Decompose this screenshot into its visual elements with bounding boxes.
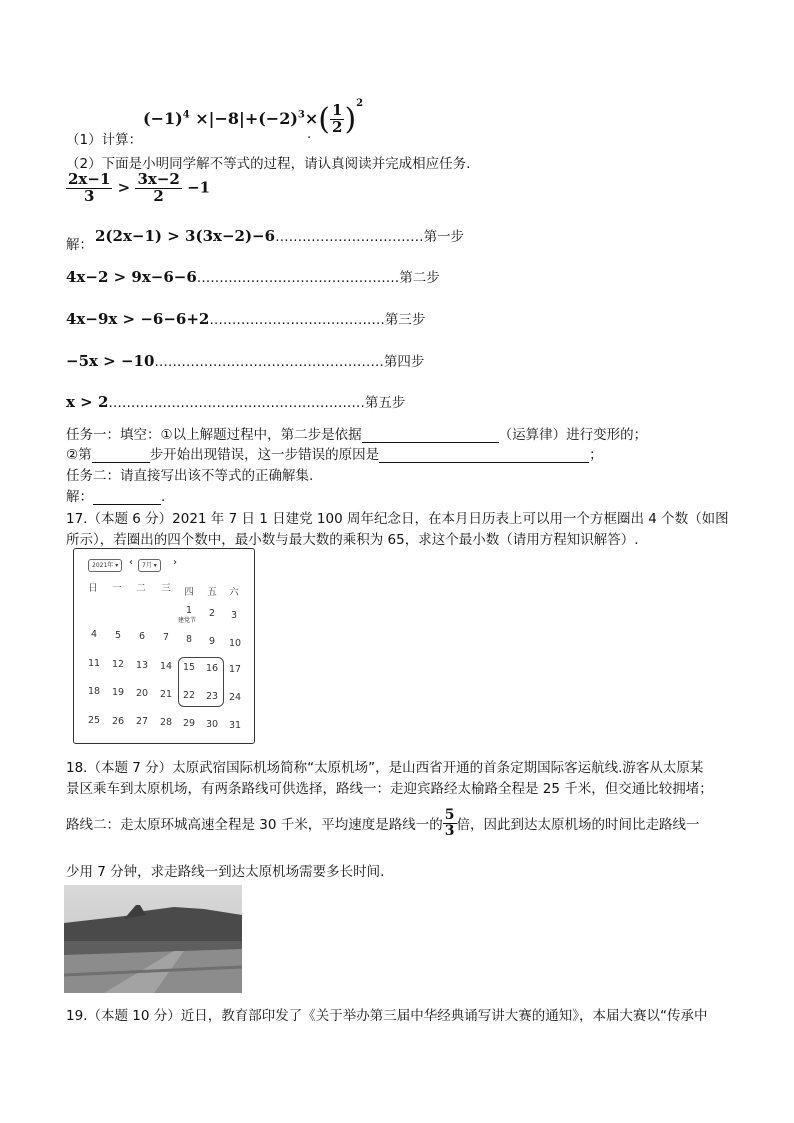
calendar-day[interactable]: 13	[135, 660, 149, 671]
weekday: 日	[88, 583, 98, 594]
calendar-day[interactable]: 19	[111, 687, 125, 698]
calendar-day[interactable]: 15	[182, 662, 196, 673]
calendar-day[interactable]: 11	[87, 658, 101, 669]
calendar-day-note: 建党节	[178, 617, 197, 624]
step-5: x > 2…………………………………………………第五步	[66, 393, 406, 411]
calendar	[73, 548, 255, 744]
step-2: 4x−2 > 9x−6−6………………………………………第二步	[66, 268, 440, 286]
calendar-day[interactable]: 7	[162, 632, 170, 643]
weekday: 一	[112, 583, 122, 594]
task2: 任务二：请直接写出该不等式的正确解集.	[66, 468, 314, 484]
q18-line1: 18.（本题 7 分）太原武宿国际机场简称“太原机场”，是山西省开通的首条定期国际客运航线.游客从太原某	[66, 760, 704, 776]
calendar-day[interactable]: 24	[228, 692, 242, 703]
weekday: 三	[161, 583, 171, 594]
calendar-day[interactable]: 5	[114, 630, 122, 641]
part1-expression: $(-1)^4 \times|-8|+(-2)^3\times$( $\frac{1}{2}$ )$^2$	[143, 98, 364, 137]
task1-line2: ②第 步开始出现错误，这一步错误的原因是 ；	[66, 447, 603, 463]
blank-solution-set[interactable]	[93, 490, 161, 505]
calendar-day[interactable]: 29	[182, 718, 196, 729]
step-1: 2(2x−1) > 3(3x−2)−6……………………………第一步	[95, 227, 465, 245]
weekday: 六	[229, 587, 239, 598]
calendar-day[interactable]: 14	[159, 661, 173, 672]
part1-label: （1）计算：	[66, 132, 143, 148]
calendar-day[interactable]: 10	[228, 638, 242, 649]
calendar-day[interactable]: 8	[185, 634, 193, 645]
prev-month-icon[interactable]: ‹	[129, 557, 133, 568]
calendar-day[interactable]: 21	[159, 689, 173, 700]
month-select[interactable]: 7月 ▾	[138, 559, 161, 572]
calendar-day[interactable]: 4	[90, 629, 98, 640]
blank-step-number[interactable]	[92, 448, 150, 463]
q18-line3: 路线二：走太原环城高速全程是 30 千米，平均速度是路线一的 $\frac{5}{3}$ 倍，因此到达太原机场的时间比走路线一	[66, 807, 700, 839]
inequality-statement: $\frac{2x-1}{3}$ > $\frac{3x-2}{2}$ −1	[68, 170, 211, 205]
calendar-day[interactable]: 9	[208, 636, 216, 647]
selection-box	[178, 657, 224, 707]
calendar-day[interactable]: 3	[230, 610, 238, 621]
calendar-day[interactable]: 30	[205, 719, 219, 730]
q17-line2: 所示），若圈出的四个数中，最小数与最大数的乘积为 65，求这个最小数（请用方程知识解答）.	[66, 532, 639, 548]
calendar-day[interactable]: 27	[135, 716, 149, 727]
calendar-day[interactable]: 18	[87, 686, 101, 697]
calendar-day[interactable]: 17	[228, 664, 242, 675]
calendar-day[interactable]: 25	[87, 715, 101, 726]
year-select[interactable]: 2021年 ▾	[88, 559, 122, 572]
calendar-day[interactable]: 2	[208, 608, 216, 619]
q18-line4: 少用 7 分钟，求走路线一到达太原机场需要多长时间.	[66, 864, 385, 880]
part2-intro: （2）下面是小明同学解不等式的过程，请认真阅读并完成相应任务.	[66, 156, 471, 172]
weekday: 二	[136, 583, 146, 594]
next-month-icon[interactable]: ›	[173, 557, 177, 568]
answer-line: 解： .	[66, 489, 166, 505]
calendar-day[interactable]: 12	[111, 659, 125, 670]
calendar-day[interactable]: 22	[182, 690, 196, 701]
q19-line1: 19.（本题 10 分）近日，教育部印发了《关于举办第三届中华经典诵写讲大赛的通知》，本届大赛以“传承中	[66, 1008, 708, 1024]
solve-label: 解：	[66, 237, 93, 253]
step-3: 4x−9x > −6−6+2…………………………………第三步	[66, 310, 426, 328]
weekday: 五	[207, 587, 217, 598]
blank-error-reason[interactable]	[379, 448, 589, 463]
calendar-day[interactable]: 6	[138, 631, 146, 642]
task1-line1: 任务一：填空：①以上解题过程中，第二步是依据 （运算律）进行变形的；	[66, 427, 648, 443]
weekday: 四	[184, 587, 194, 598]
calendar-day[interactable]: 28	[159, 717, 173, 728]
blank-operation-law[interactable]	[362, 428, 499, 443]
airport-photo	[64, 885, 242, 993]
calendar-day[interactable]: 31	[228, 720, 242, 731]
calendar-day[interactable]: 20	[135, 688, 149, 699]
part1-period: .	[307, 126, 312, 142]
calendar-day[interactable]: 26	[111, 716, 125, 727]
calendar-day[interactable]: 16	[205, 663, 219, 674]
q18-line2: 景区乘车到太原机场，有两条路线可供选择，路线一：走迎宾路经太榆路全程是 25 千米，但交通比较拥堵；	[66, 781, 713, 797]
calendar-day[interactable]: 1	[185, 605, 193, 616]
q17-line1: 17.（本题 6 分）2021 年 7 日 1 日建党 100 周年纪念日，在本月日历表上可以用一个方框圈出 4 个数（如图	[66, 511, 729, 527]
step-4: −5x > −10……………………………………………第四步	[66, 352, 425, 370]
calendar-day[interactable]: 23	[205, 691, 219, 702]
